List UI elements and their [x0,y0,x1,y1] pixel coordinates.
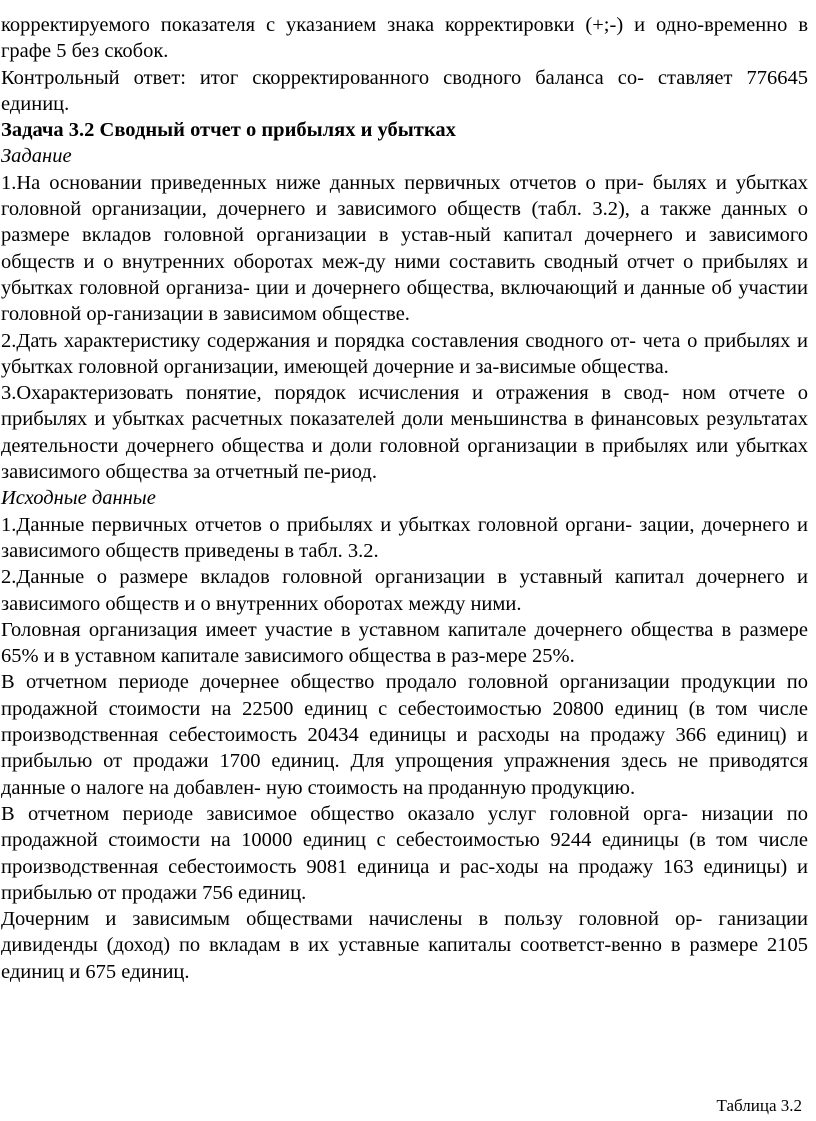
source-data-heading: Исходные данные [1,487,156,510]
source-item-2: 2.Данные о размере вкладов головной организации в уставный капитал дочернего и зависимого обществ и о внутренних оборотах между ними. [1,566,808,615]
assignment-item-3: 3.Охарактеризовать понятие, порядок исчисления и отражения в свод- ном отчете о прибылях и убытках расчетных показателей доли меньшинства в финансовых результатах деятельности дочернего общества и доли головной организации в прибылях или убытках зависимого общества за отчетный пе-риод. [1,382,808,484]
source-item-1: 1.Данные первичных отчетов о прибылях и убытках головной органи- зации, дочернего и зависимого обществ приведены в табл. 3.2. [1,513,808,562]
table-caption: Таблица 3.2 [716,1096,802,1115]
task-title: Задача 3.2 Сводный отчет о прибылях и убытках [1,119,456,142]
source-paragraph-subsidiary-sales: В отчетном периоде дочернее общество продало головной организации продукции по продажной стоимости на 22500 единиц с себестоимостью 20800 единиц (в том числе производственная себестоимость 20434 единицы и расходы на продажу 366 единиц) и прибылью от продажи 1700 единиц. Для упрощения упражнения здесь не приводятся данные о налоге на добавлен- ную стоимость на проданную продукцию. [1,671,808,799]
intro-paragraph-2: Контрольный ответ: итог скорректированного сводного баланса со- ставляет 776645 единиц. [1,66,808,115]
assignment-item-2: 2.Дать характеристику содержания и порядка составления сводного от- чета о прибылях и убытках головной организации, имеющей дочерние и за-висимые общества. [1,329,808,378]
assignment-item-1: 1.На основании приведенных ниже данных первичных отчетов о при- былях и убытках головной организации, дочернего и зависимого обществ (табл. 3.2), а также данных о размере вкладов головной организации в устав-ный капитал дочернего и зависимого обществ и о внутренних оборотах меж-ду ними составить сводный отчет о прибылях и убытках головной организа- ции и дочернего общества, включающий и данные об участии головной ор-ганизации в зависимом обществе. [1,171,808,326]
intro-paragraph-1: корректируемого показателя с указанием знака корректировки (+;-) и одно-временно в графе 5 без скобок. [1,14,808,63]
source-paragraph-dividends: Дочерним и зависимым обществами начислены в пользу головной ор- ганизации дивиденды (доход) по вкладам в их уставные капиталы соответст-венно в размере 2105 единиц и 675 единиц. [1,908,808,983]
source-paragraph-dependent-services: В отчетном периоде зависимое общество оказало услуг головной орга- низации по продажной стоимости на 10000 единиц с себестоимостью 9244 единицы (в том числе производственная себестоимость 9081 единица и рас-ходы на продажу 163 единицы) и прибылью от продажи 756 единиц. [1,802,808,904]
source-paragraph-participation: Головная организация имеет участие в уставном капитале дочернего общества в размере 65% и в уставном капитале зависимого общества в раз-мере 25%. [1,618,808,668]
assignment-heading: Задание [1,145,72,168]
